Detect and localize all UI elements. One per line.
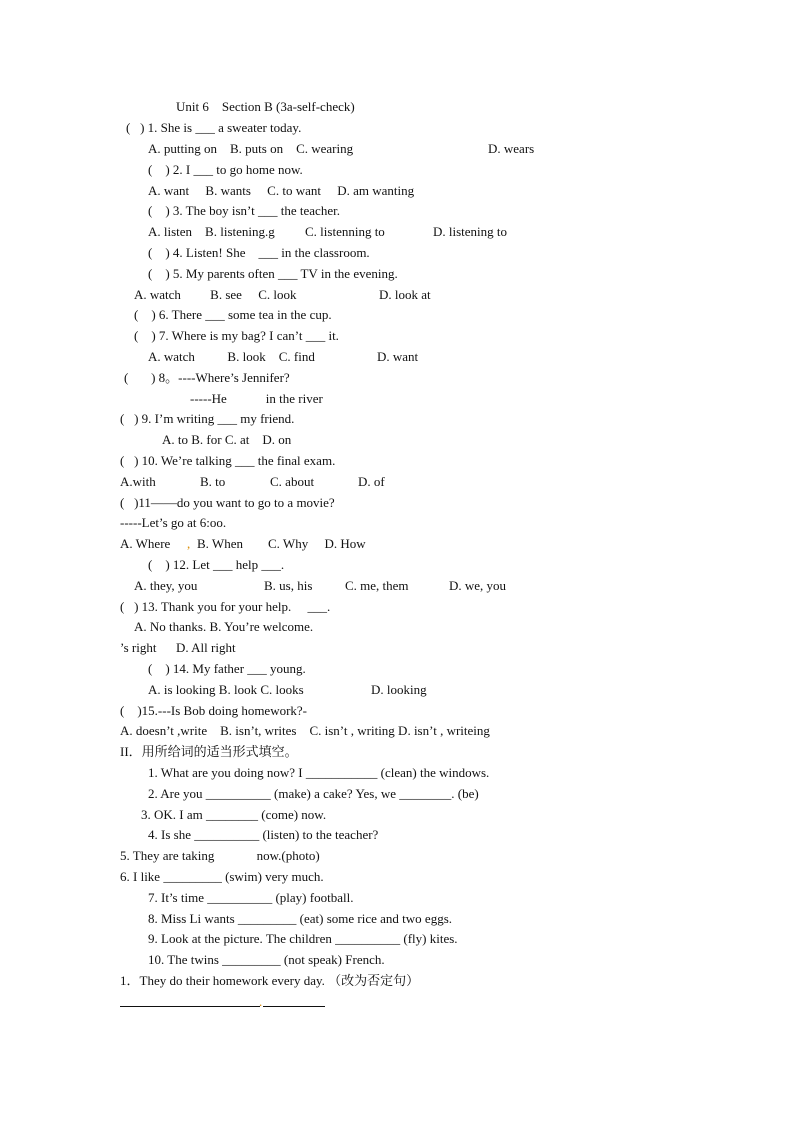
question-14-option-d: D. looking [371, 682, 427, 697]
question-8: ( ) 8。----Where’s Jennifer? [124, 370, 290, 385]
question-3: ( ) 3. The boy isn’t ___ the teacher. [148, 203, 340, 218]
fill-item-2: 2. Are you __________ (make) a cake? Yes, we ________. (be) [148, 786, 479, 801]
question-7-options: A. watch B. look C. find [148, 349, 315, 364]
question-4: ( ) 4. Listen! She ___ in the classroom. [148, 245, 370, 260]
question-11-options-cd: C. Why D. How [268, 536, 366, 551]
answer-line-right [263, 1006, 325, 1007]
question-2-options: A. want B. wants C. to want D. am wanting [148, 183, 415, 198]
question-9-options: A. to B. for C. at D. on [162, 432, 292, 447]
fill-item-1: 1. What are you doing now? I ___________ (clean) the windows. [148, 765, 490, 780]
question-12-option-b: B. us, his [264, 578, 313, 593]
question-3-option-d: D. listening to [433, 224, 508, 239]
question-8-answer: -----He in the river [190, 391, 323, 406]
question-5: ( ) 5. My parents often ___ TV in the evening. [148, 266, 398, 281]
question-6: ( ) 6. There ___ some tea in the cup. [134, 307, 332, 322]
stray-comma-mark: , [187, 536, 191, 551]
question-1-option-d: D. wears [488, 141, 535, 156]
question-5-option-d: D. look at [379, 287, 431, 302]
fill-item-7: 7. It’s time __________ (play) football. [148, 890, 354, 905]
question-1: ( ) 1. She is ___ a sweater today. [126, 120, 302, 135]
question-13-options-ab: A. No thanks. B. You’re welcome. [134, 619, 314, 634]
question-12-option-a: A. they, you [134, 578, 198, 593]
question-12-option-d: D. we, you [449, 578, 507, 593]
question-10: ( ) 10. We’re talking ___ the final exam. [120, 453, 336, 468]
question-13: ( ) 13. Thank you for your help. ___. [120, 599, 331, 614]
fill-item-6: 6. I like _________ (swim) very much. [120, 869, 324, 884]
question-15-options: A. doesn’t ,write B. isn’t, writes C. isn’t , writing D. isn’t , writeing [120, 723, 490, 738]
question-3-options-ab: A. listen B. listening.g [148, 224, 275, 239]
question-13-options-cd: ’s right D. All right [120, 640, 236, 655]
question-2: ( ) 2. I ___ to go home now. [148, 162, 303, 177]
question-11-option-a: A. Where [120, 536, 171, 551]
fill-item-4: 4. Is she __________ (listen) to the teacher? [148, 827, 379, 842]
question-5-options: A. watch B. see C. look [134, 287, 297, 302]
question-10-option-d: D. of [358, 474, 385, 489]
fill-item-9: 9. Look at the picture. The children __________ (fly) kites. [148, 931, 458, 946]
question-12: ( ) 12. Let ___ help ___. [148, 557, 285, 572]
question-7: ( ) 7. Where is my bag? I can’t ___ it. [134, 328, 339, 343]
question-10-option-b: B. to [200, 474, 226, 489]
fill-item-8: 8. Miss Li wants _________ (eat) some rice and two eggs. [148, 911, 453, 926]
answer-line-dot: . [259, 994, 263, 1009]
question-10-option-c: C. about [270, 474, 315, 489]
worksheet-title: Unit 6 Section B (3a-self-check) [176, 99, 355, 114]
fill-item-5: 5. They are taking now.(photo) [120, 848, 320, 863]
question-14: ( ) 14. My father ___ young. [148, 661, 306, 676]
question-11-option-b: B. When [197, 536, 243, 551]
question-12-option-c: C. me, them [345, 578, 409, 593]
question-11-answer: -----Let’s go at 6:oo. [120, 515, 227, 530]
question-9: ( ) 9. I’m writing ___ my friend. [120, 411, 295, 426]
question-7-option-d: D. want [377, 349, 419, 364]
section-2-heading: II．用所给词的适当形式填空。 [120, 744, 298, 759]
fill-item-3: 3. OK. I am ________ (come) now. [141, 807, 327, 822]
question-1-options: A. putting on B. puts on C. wearing [148, 141, 354, 156]
question-14-options: A. is looking B. look C. looks [148, 682, 304, 697]
question-15: ( )15.---Is Bob doing homework?- [120, 703, 308, 718]
answer-line-left [120, 1006, 260, 1007]
transform-item-1: 1．They do their homework every day. （改为否定句） [120, 973, 420, 988]
fill-item-10: 10. The twins _________ (not speak) French. [148, 952, 385, 967]
question-10-option-a: A.with [120, 474, 156, 489]
question-3-option-c: C. listenning to [305, 224, 385, 239]
question-11: ( )11——do you want to go to a movie? [120, 495, 335, 510]
